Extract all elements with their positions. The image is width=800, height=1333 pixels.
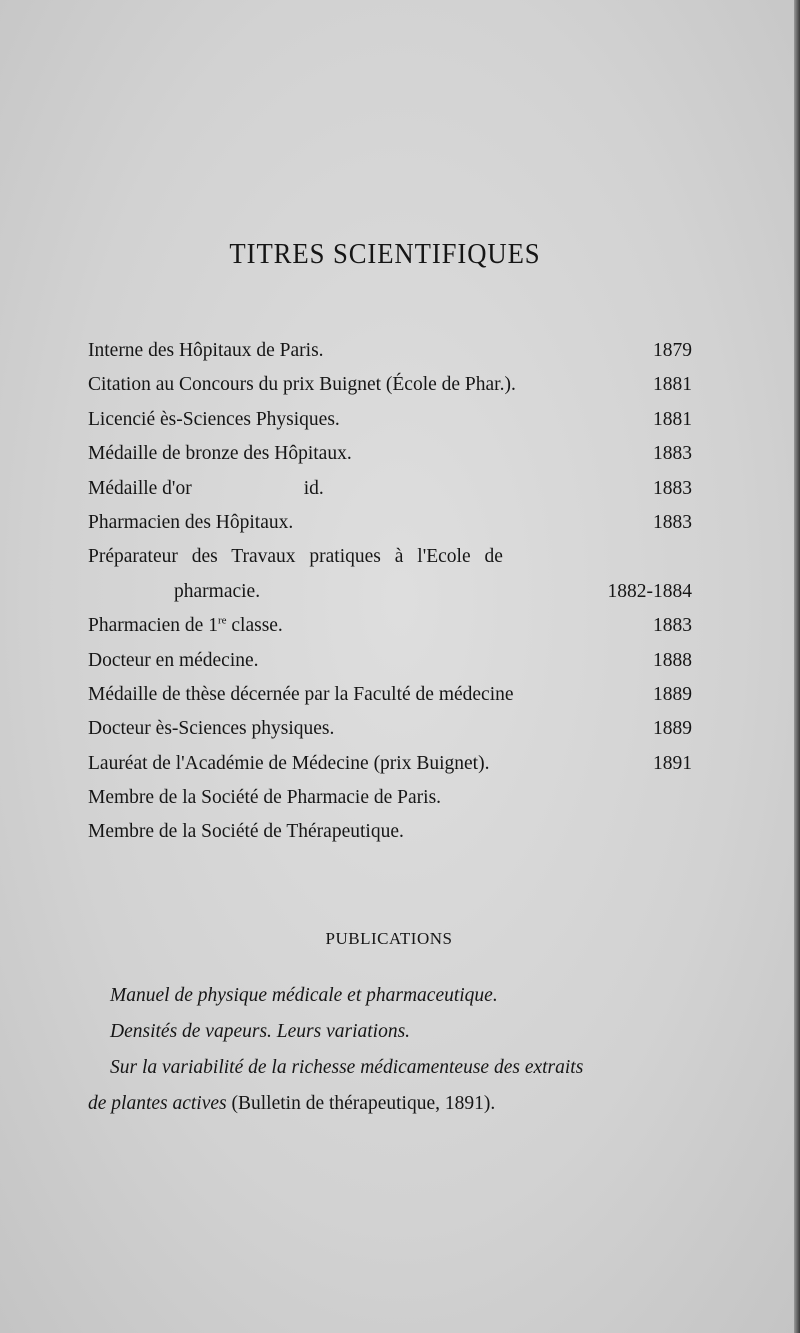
titles-list <box>88 340 692 856</box>
item-label: pharmacie. <box>174 580 261 602</box>
item-year: 1889 <box>653 718 692 740</box>
item-label: Préparateur des Travaux pratiques à l'Ecole de <box>88 546 503 568</box>
list-item <box>88 546 692 580</box>
publications-heading: PUBLICATIONS <box>325 929 453 948</box>
item-label: Docteur ès-Sciences physiques. <box>88 718 335 740</box>
item-label-post: classe. <box>226 615 283 637</box>
list-item <box>88 374 692 408</box>
item-year: 1888 <box>653 649 692 671</box>
list-item <box>88 443 692 477</box>
item-year: 1883 <box>653 477 692 499</box>
list-item <box>88 787 692 821</box>
item-year: 1883 <box>653 511 692 533</box>
publications-list <box>88 985 698 1129</box>
page-title: TITRES SCIENTIFIQUES <box>229 238 541 270</box>
list-item <box>88 753 692 787</box>
item-year: 1883 <box>653 615 692 637</box>
page-edge-shadow <box>794 0 800 1333</box>
item-label-main: Médaille d'or <box>88 477 192 499</box>
item-label: Médaille de thèse décernée par la Faculté de médecine <box>88 683 514 705</box>
publication-item: Sur la variabilité de la richesse médicamenteuse des extraits <box>110 1057 584 1078</box>
list-item <box>88 615 692 649</box>
item-label: Lauréat de l'Académie de Médecine (prix Buignet). <box>88 752 490 774</box>
item-year: 1879 <box>653 340 692 361</box>
item-label: Licencié ès-Sciences Physiques. <box>88 408 340 430</box>
item-year: 1891 <box>653 752 692 774</box>
list-item <box>88 409 692 443</box>
item-label: Médaille de bronze des Hôpitaux. <box>88 443 352 465</box>
publication-item-continued <box>88 1093 698 1129</box>
item-label <box>88 478 324 500</box>
item-label-pre: Pharmacien de 1 <box>88 615 218 637</box>
item-label: Membre de la Société de Thérapeutique. <box>88 821 404 843</box>
list-item <box>88 340 692 374</box>
list-item <box>88 718 692 752</box>
publication-item: Densités de vapeurs. Leurs variations. <box>110 1021 411 1042</box>
publication-item: Manuel de physique médicale et pharmaceutique. <box>110 985 498 1006</box>
list-item <box>88 821 692 855</box>
item-label: Interne des Hôpitaux de Paris. <box>88 340 324 361</box>
item-label-id: id. <box>303 477 324 499</box>
publication-title-part: de plantes actives <box>88 1093 227 1114</box>
item-label: Membre de la Société de Pharmacie de Paris. <box>88 787 442 809</box>
list-item <box>88 684 692 718</box>
item-year: 1881 <box>653 408 692 430</box>
item-year: 1882-1884 <box>607 580 692 602</box>
item-label: Docteur en médecine. <box>88 649 259 671</box>
item-year: 1889 <box>653 683 692 705</box>
list-item <box>88 512 692 546</box>
item-label: Citation au Concours du prix Buignet (École de Phar.). <box>88 374 516 396</box>
list-item <box>88 478 692 512</box>
list-item <box>88 581 692 615</box>
item-year: 1883 <box>653 443 692 465</box>
list-item <box>88 650 692 684</box>
item-year: 1881 <box>653 374 692 396</box>
publication-source: (Bulletin de thérapeutique, 1891). <box>226 1093 496 1114</box>
item-label-superscript: re <box>217 614 227 627</box>
item-label: Pharmacien des Hôpitaux. <box>88 511 294 533</box>
item-label <box>88 615 283 637</box>
